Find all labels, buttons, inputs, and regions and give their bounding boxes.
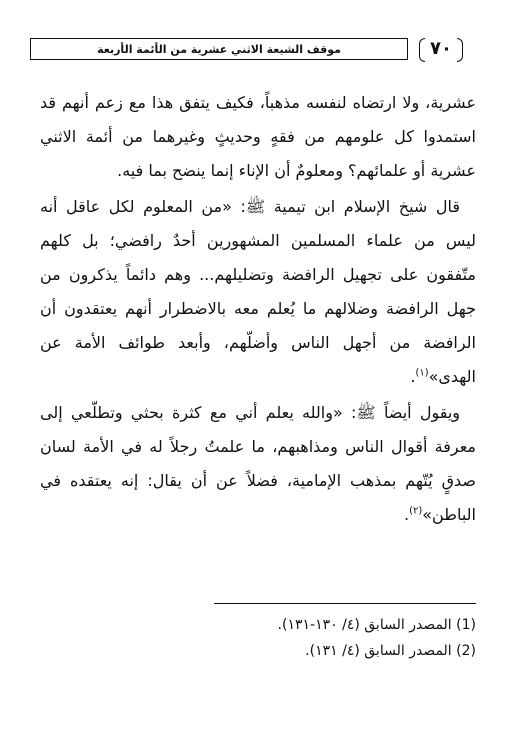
paragraph-text: قال شيخ الإسلام ابن تيمية ﷺ: «من المعلوم لكل عاقل أنه ليس من علماء المسلمين المشهورين أحدٌ رافضي؛ بل كلهم متّفقون على تجهيل الرافضة وتضليلهم... وهم دائماً يذكرون من جهل الرافضة وضلالهم ما يُعلم معه بالاضطرار أنهم يعتقدون أن الرافضة من أجهل الناس وأضلّهم، وأبعد طوائف الأمة عن الهدى» — [40, 197, 476, 386]
paragraph — [40, 86, 476, 188]
header-title-box — [30, 38, 408, 60]
paragraph-text: ويقول أيضاً ﷺ: «والله يعلم أني مع كثرة بحثي وتطلّعي إلى معرفة أقوال الناس ومذاهبهم، ما علمتُ رجلاً له في الأمة لسان صدقٍ يُتّهم بمذهب الإمامية، فضلاً عن أن يقال: إنه يعتقده في الباطن» — [40, 403, 476, 524]
paragraph-end: . — [403, 505, 410, 524]
footnote-ref[interactable]: (١) — [415, 367, 429, 379]
main-text — [40, 86, 476, 532]
header-title: موقف الشيعة الاثني عشرية من الأئمة الأربعة — [97, 42, 341, 56]
footnotes — [40, 612, 476, 664]
footnote: (2) المصدر السابق (٤/ ١٣١). — [305, 643, 476, 659]
running-header — [30, 34, 465, 64]
paragraph — [40, 396, 476, 532]
page-number: ٧٠ — [419, 34, 463, 62]
footnote-divider — [214, 603, 476, 604]
paragraph-end: . — [410, 367, 416, 386]
footnote: (1) المصدر السابق (٤/ ١٣٠-١٣١). — [277, 617, 476, 633]
paragraph-text: عشرية، ولا ارتضاه لنفسه مذهباً، فكيف يتفق هذا مع زعم أنهم قد استمدوا كل علومهم من فقهٍ وحديثٍ وغيرهما من أئمة الاثني عشرية أو علمائهم؟ ومعلومٌ أن الإناء إنما ينضح بما فيه. — [40, 93, 476, 180]
footnote-ref[interactable]: (٢) — [409, 505, 423, 517]
paragraph — [40, 190, 476, 394]
